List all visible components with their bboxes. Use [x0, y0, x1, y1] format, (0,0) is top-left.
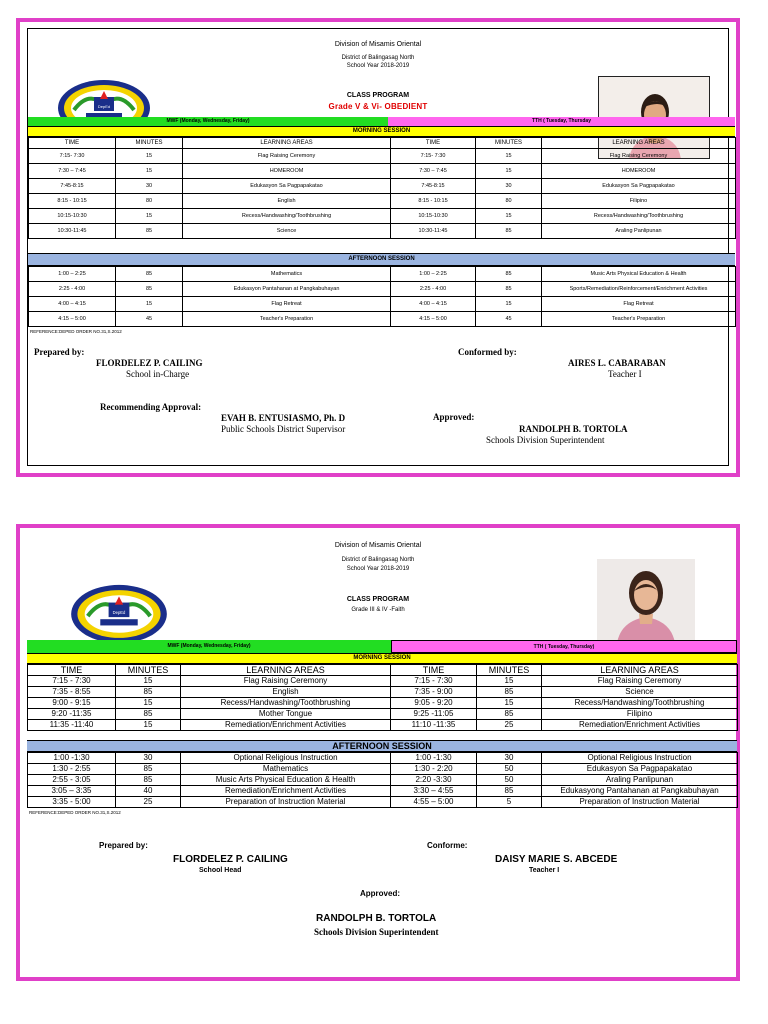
prepared-by-label: Prepared by: [34, 347, 85, 357]
table-cell: 10:30-11:45 [391, 224, 476, 239]
col-header: MINUTES [116, 665, 181, 676]
table-cell: 7:30 – 7:45 [29, 164, 116, 179]
table-cell: 4:15 – 5:00 [391, 312, 476, 327]
col-header: TIME [29, 138, 116, 149]
table-cell: 85 [116, 282, 183, 297]
table-cell: HOMEROOM [183, 164, 391, 179]
table-cell: 3:30 – 4:55 [391, 786, 477, 797]
table-cell: Edukasyon Pantahanan at Pangkabuhayan [183, 282, 391, 297]
table-cell: 10:15-10:30 [29, 209, 116, 224]
class-program-title: CLASS PROGRAM [346, 92, 410, 99]
table-cell: Recess/Handwashing/Toothbrushing [183, 209, 391, 224]
table-cell: Filipino [542, 194, 736, 209]
table-cell: Edukasyon Sa Pagpapakatao [542, 179, 736, 194]
table-cell: Filipino [542, 709, 738, 720]
table-cell: Teacher's Preparation [542, 312, 736, 327]
table-cell: 7:15 - 7:30 [28, 676, 116, 687]
table-header-row [29, 138, 736, 149]
table-cell: 1:30 - 2:55 [28, 764, 116, 775]
table-cell: 2:25 - 4:00 [391, 282, 476, 297]
table-cell: 25 [477, 720, 542, 731]
prepared-by-title: School in-Charge [126, 369, 190, 379]
table-cell: 45 [116, 312, 183, 327]
table-cell: Music Arts Physical Education & Health [542, 267, 736, 282]
approved-title: Schools Division Superintendent [486, 435, 605, 445]
table-row [28, 687, 738, 698]
table-cell: Optional Religious Instruction [542, 753, 738, 764]
table-cell: 9:05 - 9:20 [391, 698, 477, 709]
table-cell: Science [183, 224, 391, 239]
table-cell: 5 [477, 797, 542, 808]
table-cell: 2:20 -3:30 [391, 775, 477, 786]
table-cell: Mother Tongue [181, 709, 391, 720]
conforme-name: DAISY MARIE S. ABCEDE [495, 854, 618, 865]
table-cell: 85 [116, 267, 183, 282]
table-cell: Recess/Handwashing/Toothbrushing [542, 698, 738, 709]
teacher-photo [597, 559, 695, 643]
table-cell: 7:35 - 8:55 [28, 687, 116, 698]
table-cell: 1:00 – 2:25 [29, 267, 116, 282]
table-row [28, 786, 738, 797]
col-header: LEARNING AREAS [183, 138, 391, 149]
class-program-title: CLASS PROGRAM [346, 596, 410, 603]
conforme-label: Conforme: [427, 841, 468, 850]
conformed-by-label: Conformed by: [458, 347, 517, 357]
table-cell: English [183, 194, 391, 209]
morning-session-band: MORNING SESSION [27, 653, 737, 664]
table-cell: 4:15 – 5:00 [29, 312, 116, 327]
table-cell: Mathematics [183, 267, 391, 282]
table-cell: 8:15 - 10:15 [29, 194, 116, 209]
recommending-approval-title: Public Schools District Supervisor [221, 424, 346, 434]
table-cell: 11:10 -11:35 [391, 720, 477, 731]
table-cell: 15 [476, 149, 542, 164]
morning-session-band: MORNING SESSION [28, 126, 735, 137]
table-row [29, 179, 736, 194]
table-cell: Remediation/Enrichment Activities [181, 786, 391, 797]
table-cell: 15 [116, 209, 183, 224]
table-cell: Recess/Handwashing/Toothbrushing [542, 209, 736, 224]
table-cell: 15 [477, 698, 542, 709]
table-cell: 30 [477, 753, 542, 764]
table-cell: 15 [116, 149, 183, 164]
prepared-by-name: FLORDELEZ P. CAILING [96, 358, 203, 368]
class-program-card-2 [16, 524, 740, 981]
table-cell: 9:20 -11:35 [28, 709, 116, 720]
table-cell: Flag Retreat [183, 297, 391, 312]
col-header: LEARNING AREAS [181, 665, 391, 676]
table-cell: 15 [116, 720, 181, 731]
table-cell: 7:30 – 7:45 [391, 164, 476, 179]
school-year-text: School Year 2018-2019 [346, 566, 410, 572]
table-cell: 45 [476, 312, 542, 327]
table-cell: Remediation/Enrichment Activities [542, 720, 738, 731]
tth-band: TTH ( Tuesday, Thursday [388, 117, 735, 126]
table-cell: Flag Raising Ceremony [542, 676, 738, 687]
grade-section-title: Grade III & IV -Faith [351, 607, 405, 613]
table-cell: 10:15-10:30 [391, 209, 476, 224]
table-cell: Preparation of Instruction Material [542, 797, 738, 808]
table-cell: 85 [116, 687, 181, 698]
table-cell: 9:00 - 9:15 [28, 698, 116, 709]
class-program-card-1 [16, 18, 740, 477]
table-cell: 30 [116, 179, 183, 194]
conformed-by-title: Teacher I [608, 369, 642, 379]
col-header: MINUTES [476, 138, 542, 149]
reference-text: REFERENCE:DEPED ORDER NO.31,S.2012 [30, 329, 122, 334]
table-cell: 25 [116, 797, 181, 808]
table-cell: Remediation/Enrichment Activities [181, 720, 391, 731]
table-cell: 85 [116, 224, 183, 239]
table-cell: Araling Panlipunan [542, 775, 738, 786]
table-cell: 15 [476, 209, 542, 224]
table-cell: 30 [476, 179, 542, 194]
col-header: TIME [28, 665, 116, 676]
table-row [28, 676, 738, 687]
table-row [29, 149, 736, 164]
table-cell: 3:35 - 5:00 [28, 797, 116, 808]
district-text: District of Balingasag North [341, 557, 415, 563]
conformed-by-name: AIRES L. CABARABAN [568, 358, 666, 368]
table-cell: 7:15- 7:30 [391, 149, 476, 164]
table-row [29, 194, 736, 209]
reference-text: REFERENCE:DEPED ORDER NO.31,S.2012 [29, 810, 121, 815]
table-cell: 4:55 – 5:00 [391, 797, 477, 808]
table-cell: 15 [116, 164, 183, 179]
table-cell: 10:30-11:45 [29, 224, 116, 239]
table-row [29, 224, 736, 239]
table-row [29, 297, 736, 312]
table-cell: 7:45-8:15 [391, 179, 476, 194]
svg-text:DepEd: DepEd [112, 610, 126, 615]
table-cell: 7:15- 7:30 [29, 149, 116, 164]
table-cell: 40 [116, 786, 181, 797]
table-cell: 4:00 – 4:15 [391, 297, 476, 312]
table-row [28, 753, 738, 764]
table-cell: HOMEROOM [542, 164, 736, 179]
table-cell: 85 [116, 709, 181, 720]
document-frame [27, 534, 729, 970]
grade-section-title: Grade V & Vi- OBEDIENT [328, 102, 428, 111]
division-text: Division of Misamis Oriental [334, 41, 422, 48]
table-cell: Mathematics [181, 764, 391, 775]
recommending-approval-label: Recommending Approval: [100, 402, 202, 412]
afternoon-schedule-table [28, 266, 736, 327]
afternoon-session-band: AFTERNOON SESSION [28, 253, 735, 266]
table-cell: 80 [116, 194, 183, 209]
table-row [29, 209, 736, 224]
table-cell: 30 [116, 753, 181, 764]
col-header: LEARNING AREAS [542, 138, 736, 149]
table-cell: 9:25 -11:05 [391, 709, 477, 720]
table-cell: English [181, 687, 391, 698]
approved-label: Approved: [433, 412, 475, 422]
table-row [28, 797, 738, 808]
mwf-band: MWF (Monday, Wednesday, Friday) [28, 117, 388, 126]
afternoon-schedule-table [27, 752, 738, 808]
table-header-row [28, 665, 738, 676]
table-cell: 1:00 -1:30 [391, 753, 477, 764]
col-header: LEARNING AREAS [542, 665, 738, 676]
table-row [29, 164, 736, 179]
table-cell: 7:45-8:15 [29, 179, 116, 194]
table-cell: 50 [477, 764, 542, 775]
table-cell: Edukasyong Pantahanan at Pangkabuhayan [542, 786, 738, 797]
table-cell: Preparation of Instruction Material [181, 797, 391, 808]
table-cell: 50 [477, 775, 542, 786]
approved-name: RANDOLPH B. TORTOLA [316, 913, 437, 924]
prepared-by-title: School Head [199, 867, 242, 874]
morning-schedule-table [27, 664, 738, 731]
table-cell: Flag Raising Ceremony [183, 149, 391, 164]
col-header: MINUTES [477, 665, 542, 676]
table-cell: 7:15 - 7:30 [391, 676, 477, 687]
table-cell: Optional Religious Instruction [181, 753, 391, 764]
table-row [28, 698, 738, 709]
table-cell: 85 [477, 687, 542, 698]
table-cell: 15 [477, 676, 542, 687]
prepared-by-label: Prepared by: [99, 841, 148, 850]
table-cell: 15 [476, 164, 542, 179]
table-cell: Flag Raising Ceremony [181, 676, 391, 687]
table-cell: 85 [476, 224, 542, 239]
table-cell: 4:00 – 4:15 [29, 297, 116, 312]
prepared-by-name: FLORDELEZ P. CAILING [173, 854, 288, 865]
table-cell: 85 [116, 764, 181, 775]
table-row [29, 282, 736, 297]
table-cell: 85 [477, 786, 542, 797]
table-row [28, 709, 738, 720]
table-cell: Edukasyon Sa Pagpapakatao [542, 764, 738, 775]
table-cell: 11:35 -11:40 [28, 720, 116, 731]
table-cell: Teacher's Preparation [183, 312, 391, 327]
approved-label: Approved: [360, 889, 400, 898]
col-header: TIME [391, 138, 476, 149]
table-cell: 1:00 – 2:25 [391, 267, 476, 282]
table-row [29, 312, 736, 327]
approved-name: RANDOLPH B. TORTOLA [519, 424, 628, 434]
table-cell: 85 [476, 267, 542, 282]
table-cell: 15 [476, 297, 542, 312]
table-cell: Recess/Handwashing/Toothbrushing [181, 698, 391, 709]
document-frame [27, 28, 729, 466]
table-cell: 85 [116, 775, 181, 786]
recommending-approval-name: EVAH B. ENTUSIASMO, Ph. D [221, 413, 346, 423]
table-cell: 15 [116, 676, 181, 687]
table-cell: Science [542, 687, 738, 698]
division-text: Division of Misamis Oriental [334, 542, 422, 549]
table-cell: 1:30 - 2:20 [391, 764, 477, 775]
table-cell: Flag Raising Ceremony [542, 149, 736, 164]
conforme-title: Teacher I [529, 867, 560, 874]
table-cell: Edukasyon Sa Pagpapakatao [183, 179, 391, 194]
table-row [28, 764, 738, 775]
afternoon-session-band: AFTERNOON SESSION [27, 740, 737, 752]
mwf-band: MWF (Monday, Wednesday, Friday) [27, 640, 391, 653]
svg-text:DepEd: DepEd [97, 104, 111, 109]
col-header: MINUTES [116, 138, 183, 149]
table-cell: 15 [116, 297, 183, 312]
table-cell: Flag Retreat [542, 297, 736, 312]
table-cell: Araling Panlipunan [542, 224, 736, 239]
district-text: District of Balingasag North [341, 55, 415, 61]
table-cell: 85 [477, 709, 542, 720]
table-cell: 3:05 – 3:35 [28, 786, 116, 797]
table-cell: 85 [476, 282, 542, 297]
tth-band: TTH ( Tuesday, Thursday) [391, 640, 737, 653]
table-cell: 7:35 - 9:00 [391, 687, 477, 698]
table-cell: Music Arts Physical Education & Health [181, 775, 391, 786]
table-cell: 80 [476, 194, 542, 209]
school-year-text: School Year 2018-2019 [346, 63, 410, 69]
table-row [29, 267, 736, 282]
table-cell: Sports/Remediation/Reinforcement/Enrichment Activities [542, 282, 736, 297]
table-cell: 15 [116, 698, 181, 709]
col-header: TIME [391, 665, 477, 676]
morning-schedule-table [28, 137, 736, 239]
table-row [28, 720, 738, 731]
table-cell: 2:55 - 3:05 [28, 775, 116, 786]
table-cell: 8:15 - 10:15 [391, 194, 476, 209]
table-row [28, 775, 738, 786]
approved-title: Schools Division Superintendent [314, 927, 439, 937]
table-cell: 1:00 -1:30 [28, 753, 116, 764]
table-cell: 2:25 - 4:00 [29, 282, 116, 297]
